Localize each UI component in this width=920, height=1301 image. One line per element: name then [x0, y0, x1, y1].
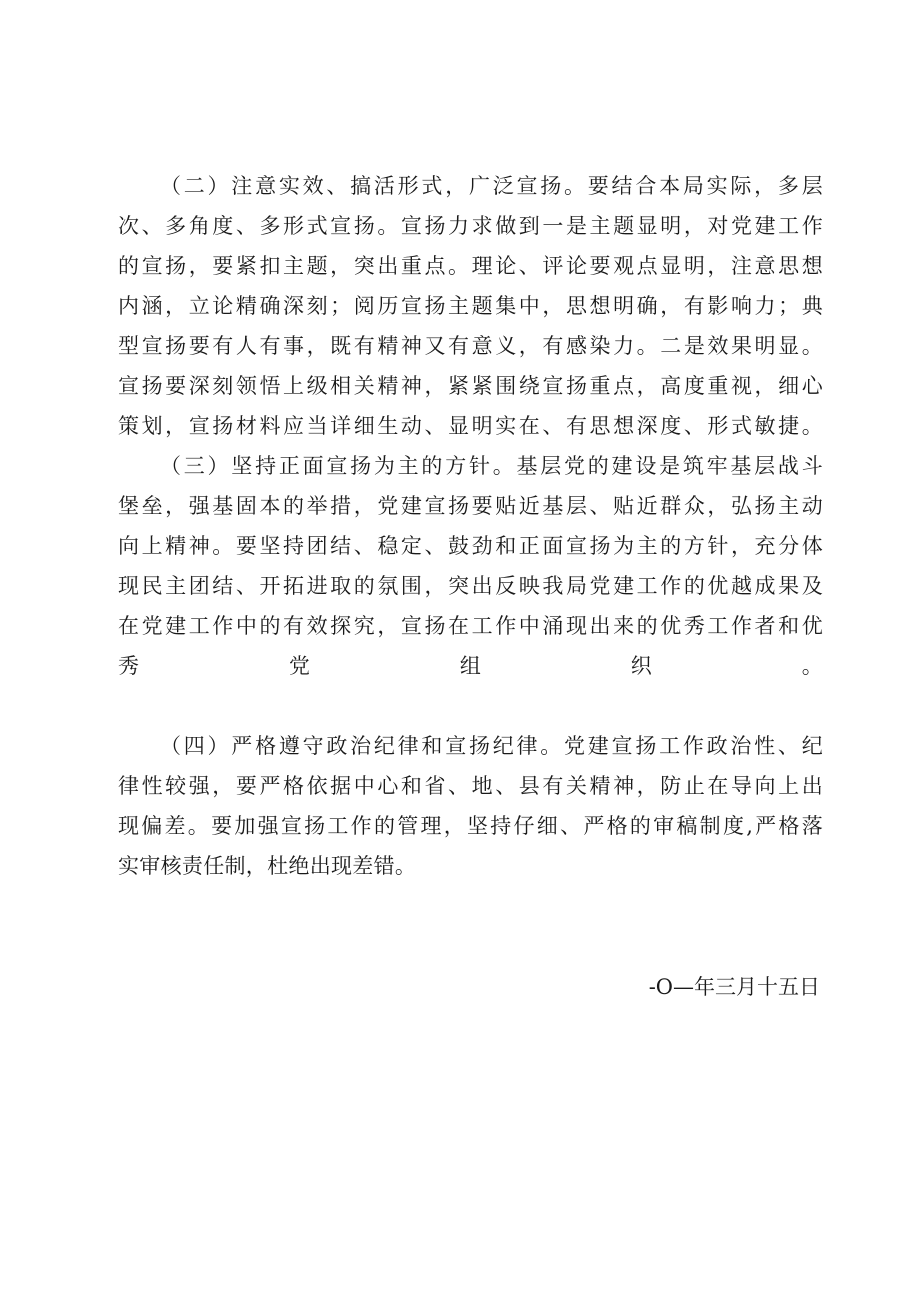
paragraph-line: 次、多角度、多形式宣扬。宣扬力求做到一是主题显明，对党建工作	[118, 214, 823, 238]
paragraph-line: 内涵，立论精确深刻；阅历宣扬主题集中，思想明确，有影响力；典	[118, 294, 823, 318]
paragraph-line: 在党建工作中的有效探究，宣扬在工作中涌现出来的优秀工作者和优	[118, 614, 823, 638]
document-date: -O—年三月十五日	[648, 975, 820, 999]
paragraph-line: 实审核责任制，杜绝出现差错。	[118, 854, 417, 878]
paragraph-line: 堡垒，强基固本的举措，党建宣扬要贴近基层、贴近群众，弘扬主动	[118, 494, 823, 518]
paragraph-line: （三）坚持正面宣扬为主的方针。基层党的建设是筑牢基层战斗	[160, 454, 823, 478]
paragraph-line: （二）注意实效、搞活形式，广泛宣扬。要结合本局实际，多层	[160, 174, 823, 198]
paragraph-line: 策划，宣扬材料应当详细生动、显明实在、有思想深度、形式敏捷。	[118, 414, 823, 438]
paragraph-line: 向上精神。要坚持团结、稳定、鼓劲和正面宣扬为主的方针，充分体	[118, 534, 823, 558]
paragraph-line: 现民主团结、开拓进取的氛围，突出反映我局党建工作的优越成果及	[118, 574, 823, 598]
paragraph-line: 宣扬要深刻领悟上级相关精神，紧紧围绕宣扬重点，高度重视，细心	[118, 374, 823, 398]
paragraph-line: （四）严格遵守政治纪律和宣扬纪律。党建宣扬工作政治性、纪	[160, 734, 823, 758]
paragraph-line: 现偏差。要加强宣扬工作的管理，坚持仔细、严格的审稿制度,严格落	[118, 814, 823, 838]
paragraph-line: 的宣扬，要紧扣主题，突出重点。理论、评论要观点显明，注意思想	[118, 254, 823, 278]
paragraph-line: 型宣扬要有人有事，既有精神又有意义，有感染力。二是效果明显。	[118, 334, 823, 358]
paragraph-line: 秀党组织。	[118, 654, 823, 678]
paragraph-line: 律性较强，要严格依据中心和省、地、县有关精神，防止在导向上出	[118, 774, 823, 798]
